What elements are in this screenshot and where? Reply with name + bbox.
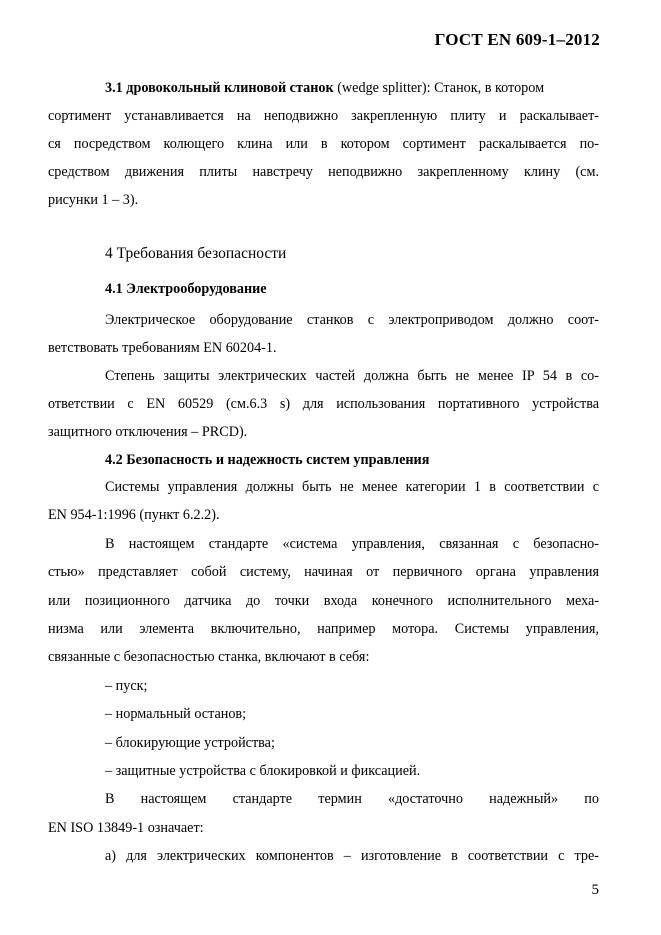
definition-term: 3.1 дровокольный клиновой станок (105, 80, 334, 96)
definition-line-1-rest: (wedge splitter): Станок, в котором (333, 80, 545, 96)
s41-p1-line-2: ветствовать требованиям EN 60204-1. (48, 340, 277, 356)
definition-line-2: сортимент устанавливается на неподвижно закрепленную плиту и раскалывает- (48, 108, 599, 124)
list-item: – пуск; (105, 677, 148, 694)
s42-p2-line-2: стью» представляет собой систему, начиная от первичного органа управления (48, 564, 599, 581)
page-number: 5 (591, 882, 599, 898)
s42-p2-line-4: низма или элемента включительно, например мотора. Системы управления, (48, 620, 599, 637)
definition-line-3: ся посредством колющего клина или в котором сортимент раскалывается по- (48, 136, 599, 152)
s42-p3-line-2: EN ISO 13849-1 означает: (48, 819, 204, 836)
section-4-title: 4 Требования безопасности (105, 245, 287, 262)
s41-p1-line-1: Электрическое оборудование станков с электроприводом должно соот- (105, 312, 599, 328)
definition-3-1 (48, 74, 599, 214)
s42-p2-line-1: В настоящем стандарте «система управления, связанная с безопасно- (105, 535, 599, 552)
s41-p2-line-1: Степень защиты электрических частей должна быть не менее IP 54 в со- (105, 368, 599, 384)
s41-p2-line-2: ответствии с EN 60529 (см.6.3 s) для использования портативного устройства (48, 396, 599, 412)
s42-p4-line-1: а) для электрических компонентов – изготовление в соответствии с тре- (105, 848, 599, 865)
s42-p1-line-1: Системы управления должны быть не менее категории 1 в соответствии с (105, 479, 599, 495)
list-item: – блокирующие устройства; (105, 734, 275, 751)
s42-p3-line-1: В настоящем стандарте термин «достаточно надежный» по (105, 791, 599, 808)
s42-p1-line-2: EN 954-1:1996 (пункт 6.2.2). (48, 507, 220, 524)
section-4-2-title: 4.2 Безопасность и надежность систем управления (105, 452, 430, 468)
section-4-1-title: 4.1 Электрооборудование (105, 281, 267, 297)
list-item: – нормальный останов; (105, 706, 247, 723)
list-item: – защитные устройства с блокировкой и фиксацией. (105, 762, 421, 779)
s41-p2-line-3: защитного отключения – PRCD). (48, 424, 248, 440)
s42-p2-line-3: или позиционного датчика до точки входа конечного исполнительного меха- (48, 592, 599, 609)
s42-p2-line-5: связанные с безопасностью станка, включают в себя: (48, 649, 370, 666)
document-code-header: ГОСТ EN 609-1–2012 (434, 30, 600, 49)
definition-line-5: рисунки 1 – 3). (48, 192, 139, 208)
definition-line-4: средством движения плиты навстречу неподвижно закрепленному клину (см. (48, 164, 599, 180)
section-4-1-body (48, 306, 599, 446)
section-4-2-body (48, 473, 599, 870)
